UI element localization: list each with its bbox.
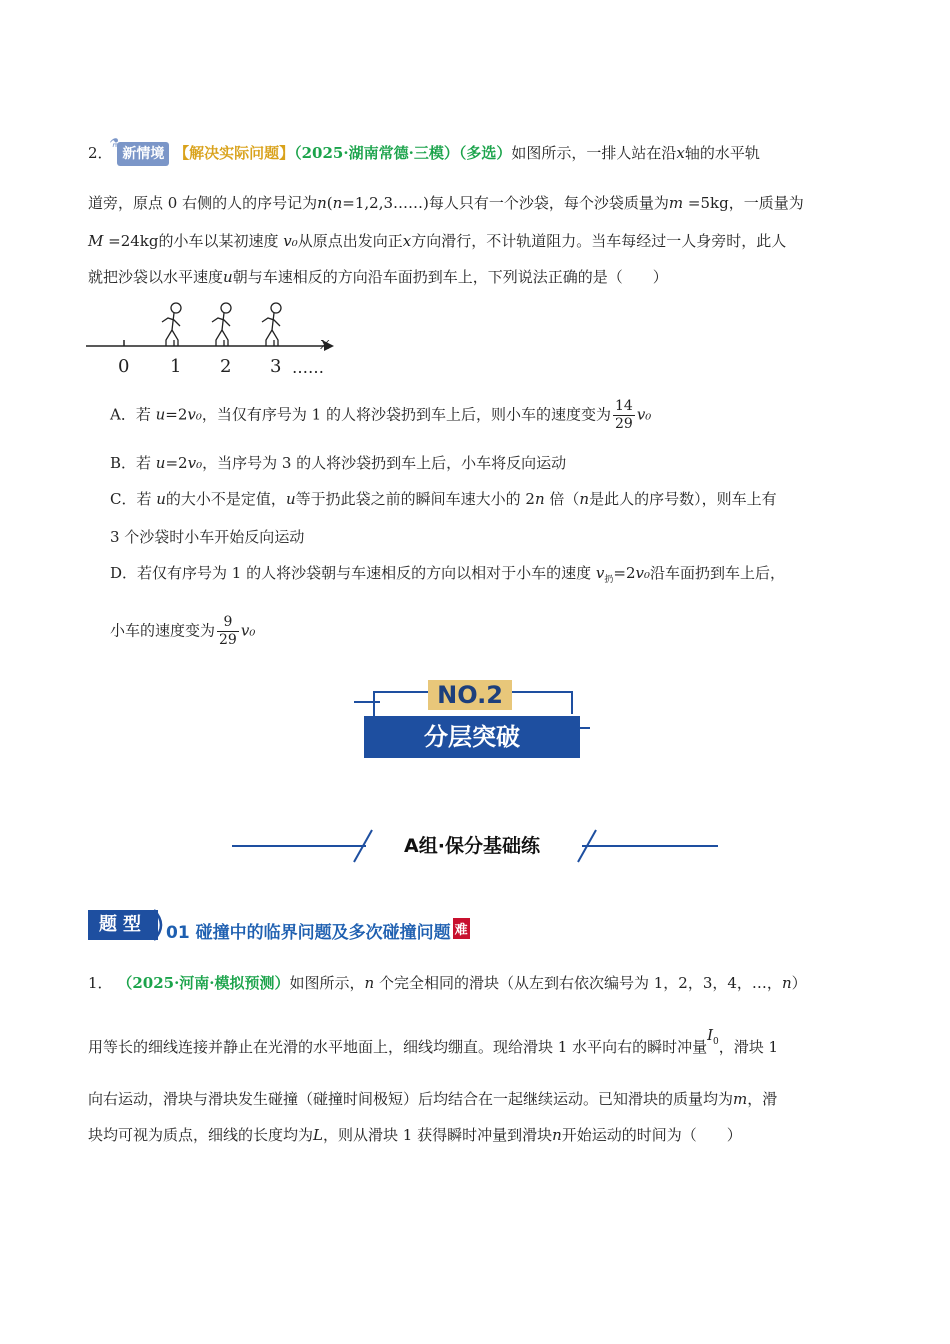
person-icon [212,303,231,346]
tick-label-2: 2 [220,356,232,377]
q2-line2: 道旁，原点 0 右侧的人的序号记为n(n=1,2,3……)每人只有一个沙袋，每个沙袋质量为m =5kg，一质量为 [88,194,804,212]
q2-line1: 2． ⚗ 新情境 【解决实际问题】（2025·湖南常德·三模）（多选）如图所示，一排人站在沿x轴的水平轨 [88,142,760,166]
option-c-line2: 3 个沙袋时小车开始反向运动 [110,528,305,546]
q1-line3: 向右运动，滑块与滑块发生碰撞（碰撞时间极短）后均结合在一起继续运动。已知滑块的质量均为m，滑 [88,1090,778,1108]
tick-label-1: 1 [170,356,182,377]
tick-label-0: 0 [118,356,130,377]
option-d-line2: 小车的速度变为 $\frac{9}{29}$ v₀ [110,614,256,648]
banner-number: NO.2 [428,680,512,710]
q1-source: （2025·河南·模拟预测） [117,974,290,992]
flask-icon: ⚗ [109,136,121,150]
question-type-badge: 题型 [88,910,158,940]
banner-title: 分层突破 [364,716,580,758]
q2-source: （2025·湖南常德·三模）（多选） [294,144,512,162]
axis-x-label: x [320,334,330,354]
new-context-badge: ⚗ 新情境 [117,142,169,166]
q2-line3: M =24kg的小车以某初速度 v₀从原点出发向正x方向滑行，不计轨道阻力。当车每经过一人身旁时，此人 [88,232,787,250]
fraction: $\frac{14}{29}$ [615,398,633,432]
q1-number: 1． [88,974,113,992]
q2-number: 2． [88,144,113,162]
option-c[interactable]: C．若 u的大小不是定值，u等于扔此袋之前的瞬间车速大小的 2n 倍（n是此人的序号数），则车上有 [110,490,777,508]
option-d[interactable]: D．若仅有序号为 1 的人将沙袋朝与车速相反的方向以相对于小车的速度 $v_扔=2v_0$沿车面扔到车上后， [110,564,786,585]
tick-label-3: 3 [270,356,282,377]
fraction: $\frac{9}{29}$ [219,614,237,648]
option-a[interactable]: A．若 u=2v₀，当仅有序号为 1 的人将沙袋扔到车上后，则小车的速度变为 $\frac{14}{29}$ v₀ [110,398,652,432]
q2-line4: 就把沙袋以水平速度u朝与车速相反的方向沿车面扔到车上，下列说法正确的是（ ） [88,268,668,286]
group-title: A组·保分基础练 [404,835,540,857]
person-icon [162,303,181,346]
section-title: 01 碰撞中的临界问题及多次碰撞问题 难 [166,918,470,943]
difficulty-badge: 难 [453,918,470,939]
tick-ellipsis: …… [292,358,324,377]
q1-line4: 块均可视为质点，细线的长度均为L，则从滑块 1 获得瞬时冲量到滑块n开始运动的时间为（ ） [88,1126,742,1144]
q2-tag: 【解决实际问题】 [174,144,295,162]
person-icon [262,303,281,346]
option-b[interactable]: B．若 u=2v₀，当序号为 3 的人将沙袋扔到车上后，小车将反向运动 [110,454,567,472]
q1-line2: 用等长的细线连接并静止在光滑的水平地面上，细线均绷直。现给滑块 1 水平向右的瞬时冲量$I_0$，滑块 1 [88,1026,779,1056]
q1-line1: 1． （2025·河南·模拟预测）如图所示，n 个完全相同的滑块（从左到右依次编号为 1，2，3，4，…，n） [88,974,807,992]
